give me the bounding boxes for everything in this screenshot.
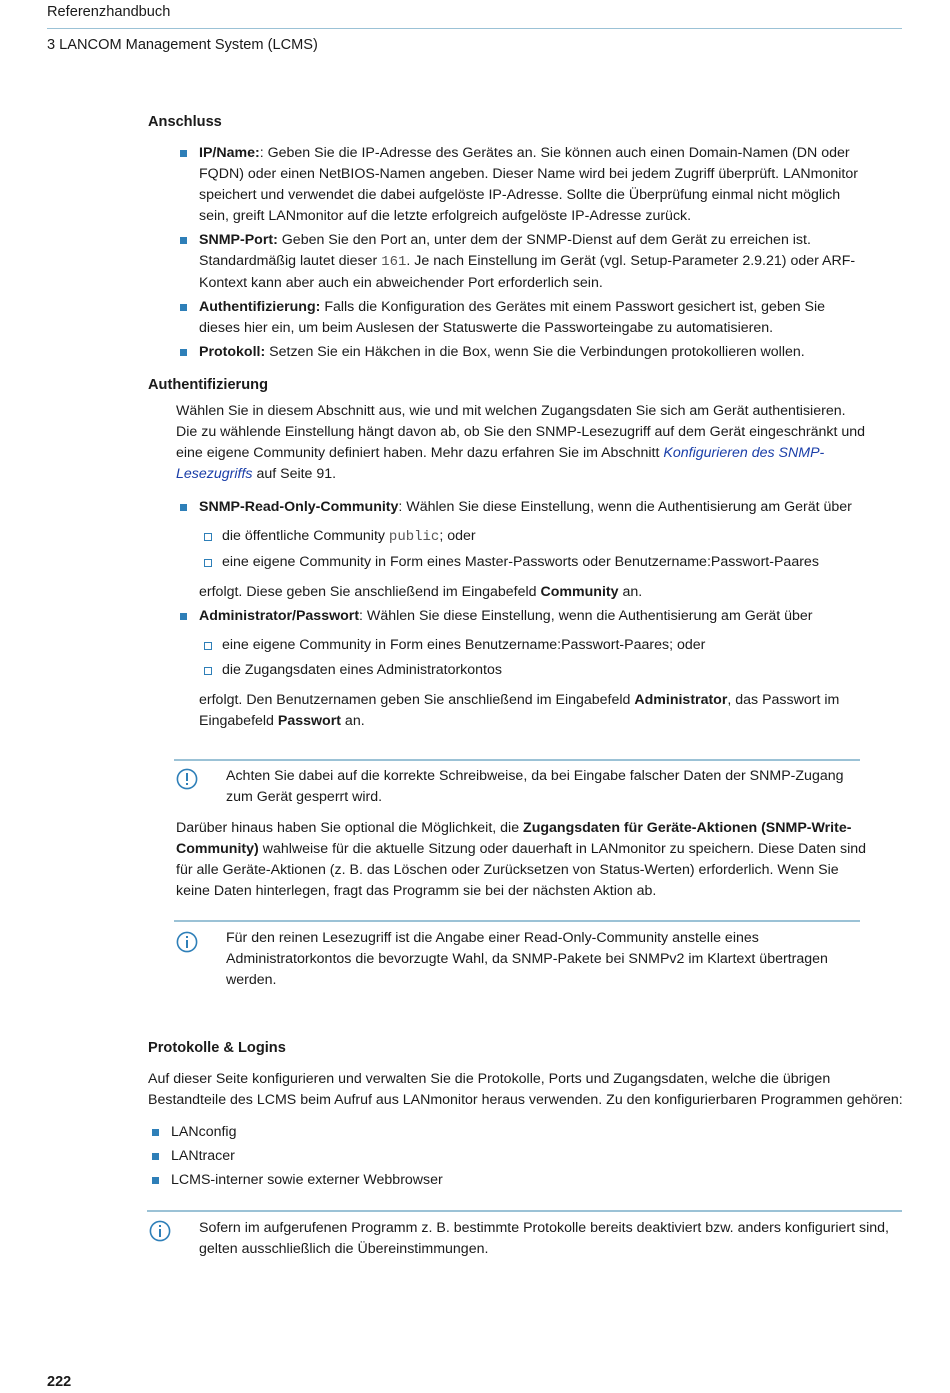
section-title-anschluss: Anschluss — [148, 114, 222, 130]
running-header-title: Referenzhandbuch — [47, 4, 171, 20]
anschluss-list — [176, 143, 866, 366]
note-divider — [174, 759, 860, 761]
list-item: Protokoll: Setzen Sie ein Häkchen in die Box, wenn Sie die Verbindungen protokollieren wollen. — [176, 342, 866, 363]
sub-list-item: die öffentliche Community public; oder — [199, 526, 866, 548]
list-item: SNMP-Port: Geben Sie den Port an, unter dem der SNMP-Dienst auf dem Gerät zu erreichen ist. Standardmäßig lautet dieser 161. Je nach Einstellung im Gerät (vgl. Setup-Parameter 2.9.21) oder ARF-Kontext kann aber auch ein abweichender Port erforderlich sein. — [176, 230, 866, 294]
warning-note — [174, 759, 860, 811]
note-divider — [174, 920, 860, 922]
list-item: LANtracer — [148, 1146, 868, 1167]
section-title-protokolle: Protokolle & Logins — [148, 1040, 286, 1056]
item-label: IP/Name: — [199, 145, 260, 161]
item-followup: erfolgt. Den Benutzernamen geben Sie anschließend im Eingabefeld Administrator, das Passwort im Eingabefeld Passwort an. — [199, 692, 840, 729]
item-label: Authentifizierung: — [199, 299, 321, 315]
item-followup: erfolgt. Diese geben Sie anschließend im Eingabefeld Community an. — [199, 584, 643, 600]
list-item: LANconfig — [148, 1122, 868, 1143]
sub-list-item: eine eigene Community in Form eines Benutzername:Passwort-Paares; oder — [199, 635, 866, 656]
list-item: Administrator/Passwort: Wählen Sie diese Einstellung, wenn die Authentisierung am Gerät über eine eigene Community in Form eines Benutzername:Passwort-Paares; oder die Zugangsdaten eines Administratorkontos erfolgt. Den Benutzernamen geben Sie anschließend im Eingabefeld Administrator, das Passwort im Eingabefeld Passwort an. — [176, 606, 866, 732]
info-text: Sofern im aufgerufenen Programm z. B. bestimmte Protokolle bereits deaktiviert bzw. anders konfiguriert sind, gelten ausschließlich die Übereinstimmungen. — [199, 1220, 889, 1257]
auth-intro: Wählen Sie in diesem Abschnitt aus, wie und mit welchen Zugangsdaten Sie sich am Gerät authentisieren. Die zu wählende Einstellung hängt davon ab, ob Sie den SNMP-Lesezugriff auf dem Gerät eingeschränkt und eine eigene Community definiert haben. Mehr dazu erfahren Sie im Abschnitt Konfigurieren des SNMP-Lesezugriffs auf Seite 91. — [176, 403, 866, 482]
warning-icon — [176, 768, 198, 790]
list-item: SNMP-Read-Only-Community: Wählen Sie diese Einstellung, wenn die Authentisierung am Gerät über die öffentliche Community public; oder eine eigene Community in Form eines Master-Passworts oder Benutzername:Passwort-Paares erfolgt. Diese geben Sie anschließend im Eingabefeld Community an. — [176, 497, 866, 603]
code-port: 161 — [381, 254, 407, 270]
programs-list — [148, 1122, 868, 1194]
warning-text: Achten Sie dabei auf die korrekte Schreibweise, da bei Eingabe falscher Daten der SNMP-Zugang zum Gerät gesperrt wird. — [226, 768, 844, 805]
section-title-authentifizierung: Authentifizierung — [148, 377, 268, 393]
header-divider — [47, 28, 902, 29]
code-public: public — [388, 529, 440, 545]
sub-list — [199, 526, 866, 573]
info-icon — [176, 931, 198, 953]
page-number: 222 — [47, 1374, 72, 1390]
info-text: Für den reinen Lesezugriff ist die Angabe einer Read-Only-Community anstelle eines Administratorkontos die bevorzugte Wahl, da SNMP-Pakete bei SNMPv2 im Klartext übertragen werden. — [226, 930, 828, 988]
sub-list-item: eine eigene Community in Form eines Master-Passworts oder Benutzername:Passwort-Paares — [199, 552, 866, 573]
cross-reference-link[interactable]: Konfigurieren des SNMP-Lesezugriffs — [176, 445, 825, 482]
sub-list — [199, 635, 866, 681]
item-label: SNMP-Port: — [199, 232, 278, 248]
list-item: LCMS-interner sowie externer Webbrowser — [148, 1170, 868, 1191]
protokolle-intro: Auf dieser Seite konfigurieren und verwalten Sie die Protokolle, Ports und Zugangsdaten, welche die übrigen Bestandteile des LCMS beim Aufruf aus LANmonitor heraus verwenden. Zu den konfigurierbaren Programmen gehören: — [148, 1071, 903, 1108]
list-item: Authentifizierung: Falls die Konfiguration des Gerätes mit einem Passwort gesichert ist, geben Sie dieses hier ein, um beim Auslesen der Statuswerte die Passworteingabe zu automatisieren. — [176, 297, 866, 339]
item-label: Administrator/Passwort — [199, 608, 360, 624]
running-header-chapter: 3 LANCOM Management System (LCMS) — [47, 37, 318, 53]
list-item: IP/Name:: Geben Sie die IP-Adresse des Gerätes an. Sie können auch einen Domain-Namen (DN oder FQDN) oder einen NetBIOS-Namen angeben. Dieser Name wird bei jedem Zugriff überprüft. LANmonitor speichert und verwendet die dabei aufgelöste IP-Adresse. Sollte die Überprüfung einmal nicht möglich sein, greift LANmonitor auf die letzte erfolgreich aufgelöste IP-Adresse zurück. — [176, 143, 866, 227]
info-note — [147, 1210, 902, 1262]
auth-options-list — [176, 497, 866, 735]
write-community-paragraph: Darüber hinaus haben Sie optional die Möglichkeit, die Zugangsdaten für Geräte-Aktionen (SNMP-Write-Community) wahlweise für die aktuelle Sitzung oder dauerhaft in LANmonitor zu speichern. Diese Daten sind für alle Geräte-Aktionen (z. B. das Löschen oder Zurücksetzen von Status-Werten) erforderlich. Wenn Sie keine Daten hinterlegen, fragt das Programm sie bei der nächsten Aktion ab. — [176, 820, 867, 899]
note-divider — [147, 1210, 902, 1212]
sub-list-item: die Zugangsdaten eines Administratorkontos — [199, 660, 866, 681]
info-note — [174, 920, 860, 992]
item-label: SNMP-Read-Only-Community — [199, 499, 399, 515]
item-label: Protokoll: — [199, 344, 266, 360]
info-icon — [149, 1220, 171, 1242]
